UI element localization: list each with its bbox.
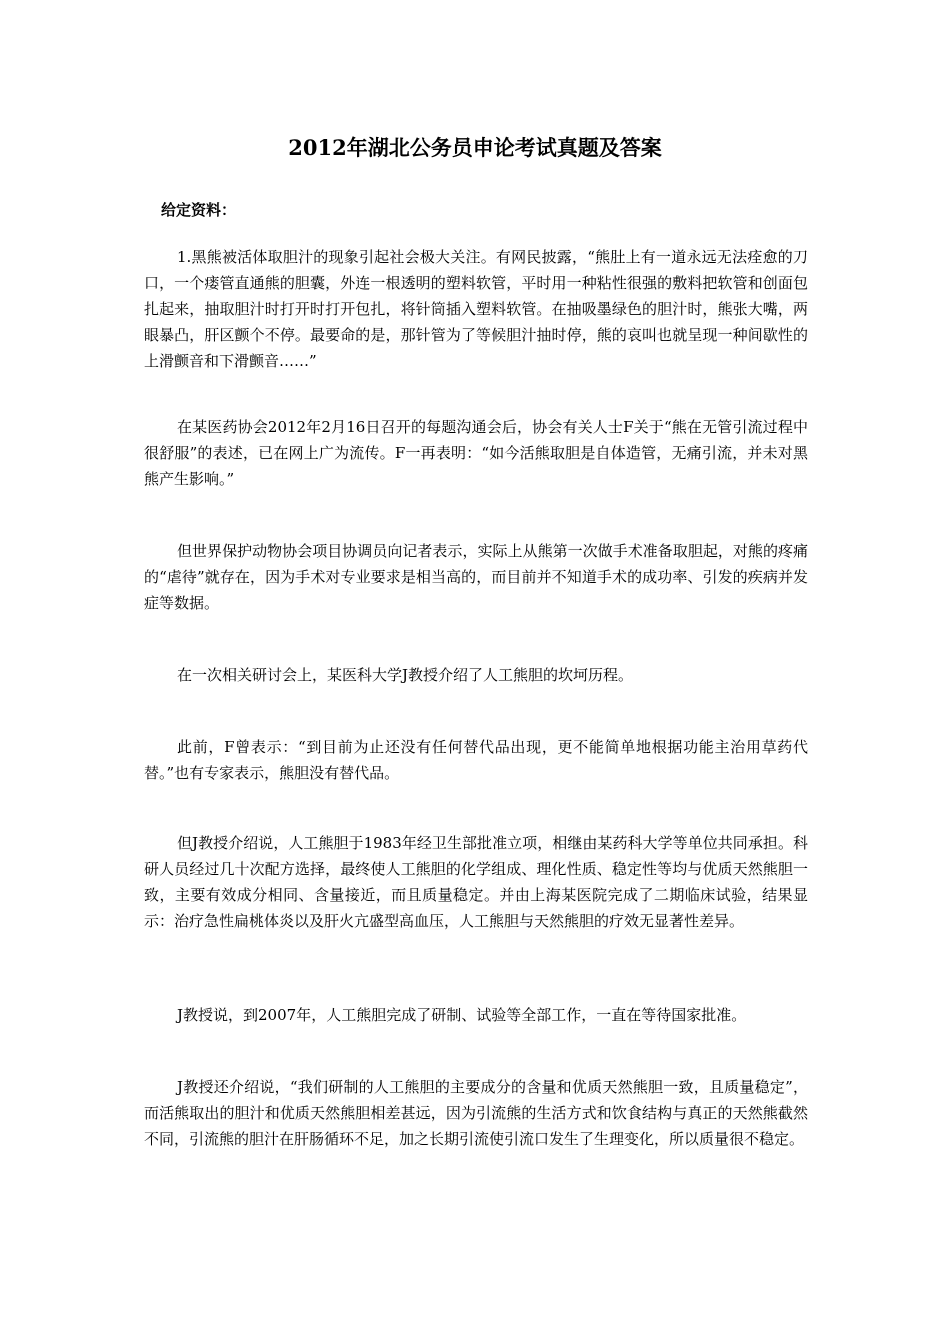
paragraph: 但J教授介绍说，人工熊胆于1983年经卫生部批准立项，相继由某药科大学等单位共同承担。科研人员经过几十次配方选择，最终使人工熊胆的化学组成、理化性质、稳定性等均与优质天然熊胆一致，主要有效成分相同、含量接近，而且质量稳定。并由上海某医院完成了二期临床试验，结果显示：治疗急性扁桃体炎以及肝火亢盛型高血压，人工熊胆与天然熊胆的疗效无显著性差异。 — [144, 834, 808, 930]
paragraph: J教授还介绍说，“我们研制的人工熊胆的主要成分的含量和优质天然熊胆一致，且质量稳定”，而活熊取出的胆汁和优质天然熊胆相差甚远，因为引流熊的生活方式和饮食结构与真正的天然熊截然不同，引流熊的胆汁在肝肠循环不足，加之长期引流使引流口发生了生理变化，所以质量很不稳定。 — [144, 1078, 808, 1148]
paragraph: 此前，F曾表示：“到目前为止还没有任何替代品出现，更不能简单地根据功能主治用草药代替。”也有专家表示，熊胆没有替代品。 — [144, 738, 808, 782]
paragraph: J教授说，到2007年，人工熊胆完成了研制、试验等全部工作，一直在等待国家批准。 — [177, 1006, 747, 1024]
section-label: 给定资料： — [161, 201, 237, 219]
paragraph: 在某医药协会2012年2月16日召开的每题沟通会后，协会有关人士F关于“熊在无管引流过程中很舒服”的表述，已在网上广为流传。F一再表明：“如今活熊取胆是自体造管，无痛引流，并未对黑熊产生影响。” — [144, 418, 808, 488]
paragraph: 1.黑熊被活体取胆汁的现象引起社会极大关注。有网民披露，“熊肚上有一道永远无法痊愈的刀口，一个瘘管直通熊的胆囊，外连一根透明的塑料软管，平时用一种粘性很强的敷料把软管和创面包扎起来，抽取胆汁时打开时打开包扎，将针筒插入塑料软管。在抽吸墨绿色的胆汁时，熊张大嘴，两眼暴凸，肝区颤个不停。最要命的是，那针管为了等候胆汁抽时停，熊的哀叫也就呈现一种间歇性的上滑颤音和下滑颤音……” — [144, 248, 808, 370]
document-title: 2012年湖北公务员申论考试真题及答案 — [288, 135, 662, 160]
paragraph: 在一次相关研讨会上，某医科大学J教授介绍了人工熊胆的坎坷历程。 — [177, 666, 634, 684]
paragraph: 但世界保护动物协会项目协调员向记者表示，实际上从熊第一次做手术准备取胆起，对熊的疼痛的“虐待”就存在，因为手术对专业要求是相当高的，而目前并不知道手术的成功率、引发的疾病并发症等数据。 — [144, 542, 808, 612]
